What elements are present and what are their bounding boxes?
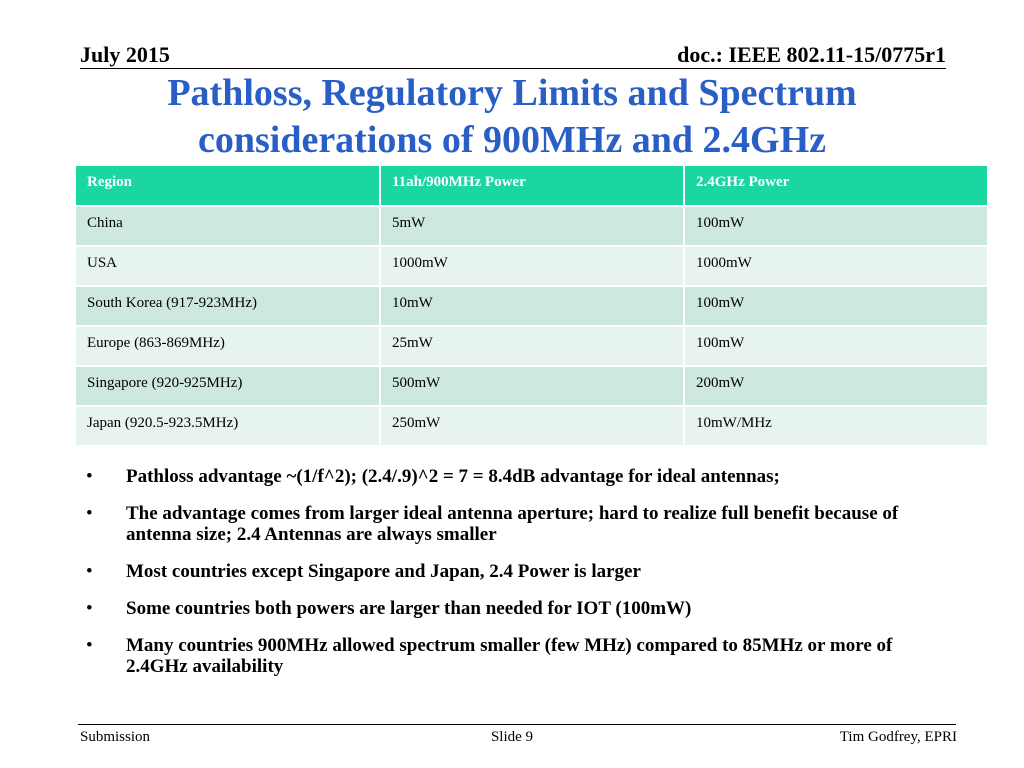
cell-900mhz-power: 10mW bbox=[380, 286, 684, 326]
table-row bbox=[76, 246, 988, 286]
cell-region: USA bbox=[76, 246, 380, 286]
cell-900mhz-power: 1000mW bbox=[380, 246, 684, 286]
footer-author: Tim Godfrey, EPRI bbox=[839, 729, 957, 745]
slide-title-line-2: considerations of 900MHz and 2.4GHz bbox=[197, 119, 827, 161]
bullet-marker: • bbox=[86, 503, 93, 524]
table-row bbox=[76, 326, 988, 366]
cell-900mhz-power: 500mW bbox=[380, 366, 684, 406]
list-item bbox=[86, 466, 946, 487]
footer-submission: Submission bbox=[80, 729, 151, 745]
slide-title bbox=[100, 70, 924, 164]
cell-2-4ghz-power: 200mW bbox=[684, 366, 988, 406]
footer-slide-number: Slide 9 bbox=[490, 729, 534, 745]
column-header-2-4ghz-power: 2.4GHz Power bbox=[684, 166, 988, 206]
header-doc-id: doc.: IEEE 802.11-15/0775r1 bbox=[677, 42, 946, 67]
bullet-text: Pathloss advantage ~(1/f^2); (2.4/.9)^2 = 7 = 8.4dB advantage for ideal antennas; bbox=[126, 466, 780, 487]
cell-900mhz-power: 250mW bbox=[380, 406, 684, 446]
header-divider bbox=[80, 68, 946, 69]
column-header-region: Region bbox=[76, 166, 380, 206]
cell-region: South Korea (917-923MHz) bbox=[76, 286, 380, 326]
cell-region: Europe (863-869MHz) bbox=[76, 326, 380, 366]
bullet-text: Most countries except Singapore and Japan, 2.4 Power is larger bbox=[126, 561, 641, 582]
list-item bbox=[86, 598, 946, 619]
bullet-marker: • bbox=[86, 466, 93, 487]
list-item bbox=[86, 561, 946, 582]
table-row bbox=[76, 406, 988, 446]
bullet-text: Many countries 900MHz allowed spectrum smaller (few MHz) compared to 85MHz or more of 2.4GHz availability bbox=[126, 635, 893, 677]
bullet-marker: • bbox=[86, 561, 93, 582]
list-item bbox=[86, 635, 946, 677]
table-row bbox=[76, 206, 988, 246]
slide-title-line-1: Pathloss, Regulatory Limits and Spectrum bbox=[167, 72, 857, 114]
column-header-900mhz-power: 11ah/900MHz Power bbox=[380, 166, 684, 206]
cell-900mhz-power: 5mW bbox=[380, 206, 684, 246]
table-row bbox=[76, 286, 988, 326]
cell-2-4ghz-power: 10mW/MHz bbox=[684, 406, 988, 446]
header-date: July 2015 bbox=[80, 42, 170, 67]
cell-2-4ghz-power: 1000mW bbox=[684, 246, 988, 286]
bullet-marker: • bbox=[86, 598, 93, 619]
cell-region: Singapore (920-925MHz) bbox=[76, 366, 380, 406]
table-row bbox=[76, 366, 988, 406]
table-header-row bbox=[76, 166, 988, 206]
list-item bbox=[86, 503, 946, 545]
bullet-marker: • bbox=[86, 635, 93, 656]
bullet-text: The advantage comes from larger ideal antenna aperture; hard to realize full benefit because of antenna size; 2.4 Antennas are always smaller bbox=[126, 503, 899, 545]
cell-region: Japan (920.5-923.5MHz) bbox=[76, 406, 380, 446]
cell-2-4ghz-power: 100mW bbox=[684, 286, 988, 326]
footer-divider bbox=[78, 724, 956, 725]
cell-2-4ghz-power: 100mW bbox=[684, 206, 988, 246]
cell-2-4ghz-power: 100mW bbox=[684, 326, 988, 366]
bullet-list bbox=[86, 466, 946, 693]
power-limits-table bbox=[76, 166, 989, 447]
cell-900mhz-power: 25mW bbox=[380, 326, 684, 366]
cell-region: China bbox=[76, 206, 380, 246]
bullet-text: Some countries both powers are larger than needed for IOT (100mW) bbox=[126, 598, 692, 619]
